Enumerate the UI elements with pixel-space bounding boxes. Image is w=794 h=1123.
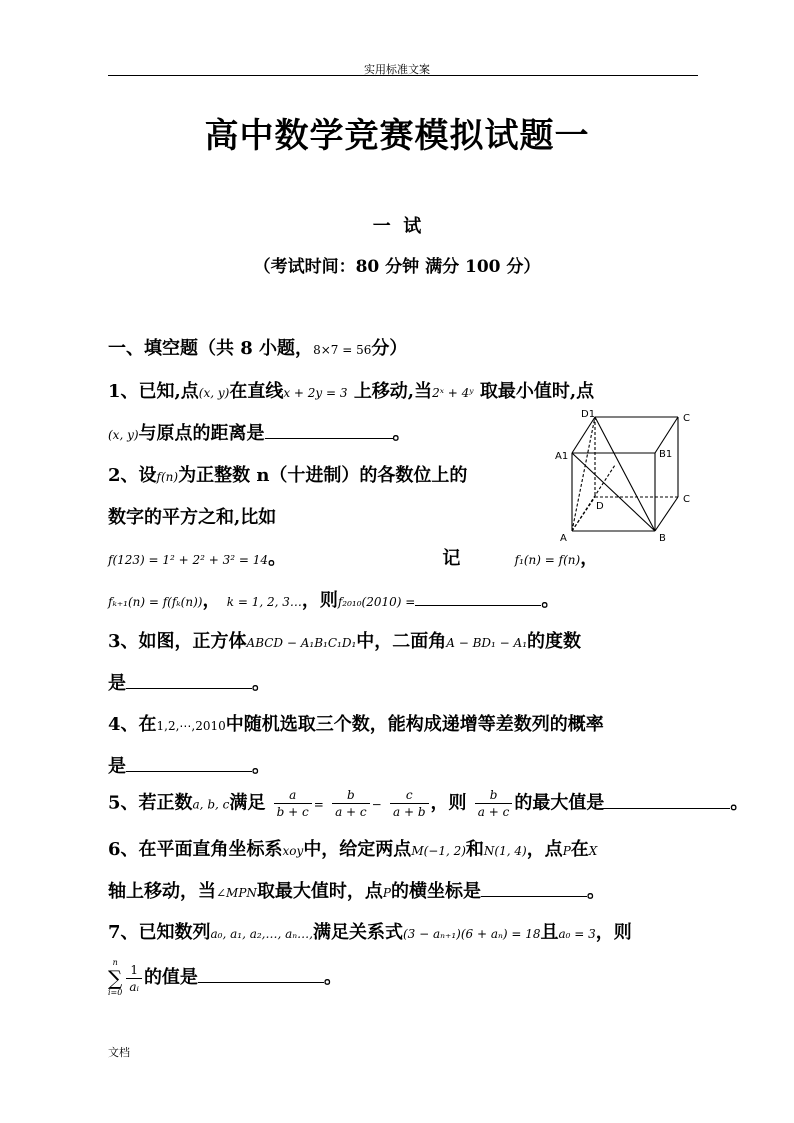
q7-relation: (3 − aₙ₊₁)(6 + aₙ) = 18 [402,927,541,941]
q1-point-2: (x, y) [108,428,139,442]
label-c: C [683,494,690,505]
q7-summation: n ∑ i=0 [108,958,123,997]
q2-answer-blank[interactable] [415,589,541,606]
q2-end: 。 [541,590,560,611]
q6-text-line2c: 的横坐标是 [391,881,481,902]
page-header: 实用标准文案 [364,63,430,76]
q2-target: f₂₀₁₀(2010) = [337,595,416,609]
page-title: 高中数学竞赛模拟试题一 [204,116,590,156]
q3-text-c: 的度数 [527,631,582,652]
q3-cube: ABCD − A₁B₁C₁D₁ [246,636,357,650]
q1-line-equation: x + 2y = 3 [283,386,348,400]
label-a1: A1 [555,451,569,462]
q4-set: 1,2,⋯,2010 [156,719,226,733]
q6-text-line2b: 取最大值时，点 [256,881,383,902]
q3-answer-blank[interactable] [126,672,252,689]
q2-text-a: 2、设 [108,465,157,486]
exam-part-subtitle: 一 试 [372,216,422,237]
q5-end: 。 [730,792,749,814]
question-3 [108,627,581,653]
q6-text-a: 6、在平面直角坐标系 [108,839,283,860]
question-4 [108,710,604,736]
q2-function: f(n) [156,470,179,484]
label-a: A [560,533,567,544]
q2-recurrence: fₖ₊₁(n) = f(fₖ(n)) [108,595,203,609]
q5-fraction-4: $\frac{b}{a + c}$ [475,787,513,820]
question-2 [108,461,467,487]
q2-example: f(123) = 1² + 2² + 3² = 14 [108,553,269,567]
question-7-line-2 [108,958,342,998]
question-2-line-4 [108,586,559,612]
q1-text-a: 1、已知,点 [108,381,199,402]
question-1 [108,377,594,403]
q7-initial: a₀ = 3 [558,927,596,941]
section-score: 8×7 = 56 [313,343,372,357]
q5-fraction-2: $\frac{b}{a + c}$ [332,787,370,820]
q4-text-line2: 是 [108,756,126,777]
label-b1: B1 [659,449,673,460]
q4-text-a: 4、在 [108,714,157,735]
q1-end: 。 [392,423,411,444]
q5-text-b: 满足 [229,792,266,814]
section-suffix: 分） [371,338,408,359]
q1-point: (x, y) [198,386,230,400]
q4-text-b: 中随机选取三个数，能构成递增等差数列的概率 [225,714,604,735]
section-label: 一、填空题（共 8 小题， [108,338,314,359]
q5-equals: = [313,797,324,812]
question-6-line-2 [108,877,605,903]
q5-fraction-3: $\frac{c}{a + b}$ [390,787,429,820]
q7-text-d: ，则 [595,922,632,943]
question-2-line-2 [108,503,276,529]
q3-end: 。 [252,673,270,694]
q6-angle: ∠MPN [216,886,257,900]
q5-fraction-1: $\frac{a}{b + c}$ [274,787,312,820]
q2-k-values: k = 1, 2, 3… [226,595,302,609]
q3-text-b: 中，二面角 [356,631,447,652]
q5-answer-blank[interactable] [604,792,730,809]
q5-text-d: 的最大值是 [514,792,605,814]
q4-end: 。 [252,756,270,777]
question-3-line-2 [108,669,270,695]
q2-then: ，则 [301,590,338,611]
q7-text-e: 的值是 [143,967,198,988]
q5-minus: − [371,797,382,812]
label-b: B [659,533,666,544]
q5-text-c: ，则 [430,792,467,814]
cube-figure [555,405,695,545]
q7-fraction: $\frac{1}{\text{aᵢ}}$ [126,962,142,995]
q5-text-a: 5、若正数 [108,792,193,814]
question-2-line-3 [108,544,598,570]
label-d1: D1 [581,409,596,420]
q7-end: 。 [323,967,342,988]
q1-expression: 2ˣ + 4ʸ [432,386,474,400]
q6-text-b: 中，给定两点 [303,839,412,860]
q3-text-line2: 是 [108,673,126,694]
q6-point-n: N(1, 4) [483,844,527,858]
q6-point-p: P [562,844,571,858]
q6-text-d: ，点 [526,839,563,860]
q2-comma-2: ， [202,590,221,611]
q6-point-p-2: P [382,886,391,900]
q7-answer-blank[interactable] [198,966,324,983]
q2-ji: 记 [442,548,461,569]
q2-dot: 。 [268,548,287,569]
q2-f1-def: f₁(n) = f(n) [514,553,581,567]
q1-text-b: 在直线 [229,381,284,402]
q6-text-line2a: 轴上移动，当 [108,881,216,902]
q2-text-b: 为正整数 n（十进制）的各数位上的 [178,465,468,486]
diag-a-aux [572,465,615,531]
diag-a1-b [572,453,655,531]
q2-comma: ， [580,548,599,569]
edge-b-c [655,497,678,531]
q6-answer-blank[interactable] [481,880,587,897]
question-1-line-2 [108,419,411,445]
q7-text-a: 7、已知数列 [108,922,211,943]
question-4-line-2 [108,752,270,778]
label-c1: C [683,413,690,424]
q1-text-e: 与原点的距离是 [138,423,265,444]
diag-d1-b [595,417,655,531]
edge-b1-c1 [655,417,678,453]
question-6 [108,835,597,861]
q7-text-b: 满足关系式 [312,922,403,943]
q2-text-line2: 数字的平方之和,比如 [108,507,277,528]
q6-coord-system: xoy [282,844,304,858]
q6-text-e: 在 [570,839,589,860]
q1-text-c: 上移动,当 [353,381,433,402]
exam-info: （考试时间：80 分钟 满分 100 分） [253,257,541,277]
q4-answer-blank[interactable] [126,755,252,772]
q6-end: 。 [587,881,605,902]
q3-dihedral-angle: A − BD₁ − A₁ [446,636,528,650]
q1-answer-blank[interactable] [265,422,393,439]
section-heading [108,334,407,360]
q6-x-axis: X [588,844,598,858]
q3-text-a: 3、如图，正方体 [108,631,247,652]
q1-text-d: 取最小值时,点 [479,381,595,402]
page-footer: 文档 [108,1046,130,1059]
q7-sequence: a₀, a₁, a₂,…, aₙ…, [210,927,313,941]
question-7 [108,918,632,944]
label-d: D [596,501,604,512]
q5-vars: a, b, c [192,797,230,812]
q7-text-c: 且 [540,922,559,943]
question-5 [108,787,748,820]
header-rule [108,75,698,76]
q6-point-m: M(−1, 2) [411,844,466,858]
q6-text-c: 和 [465,839,484,860]
